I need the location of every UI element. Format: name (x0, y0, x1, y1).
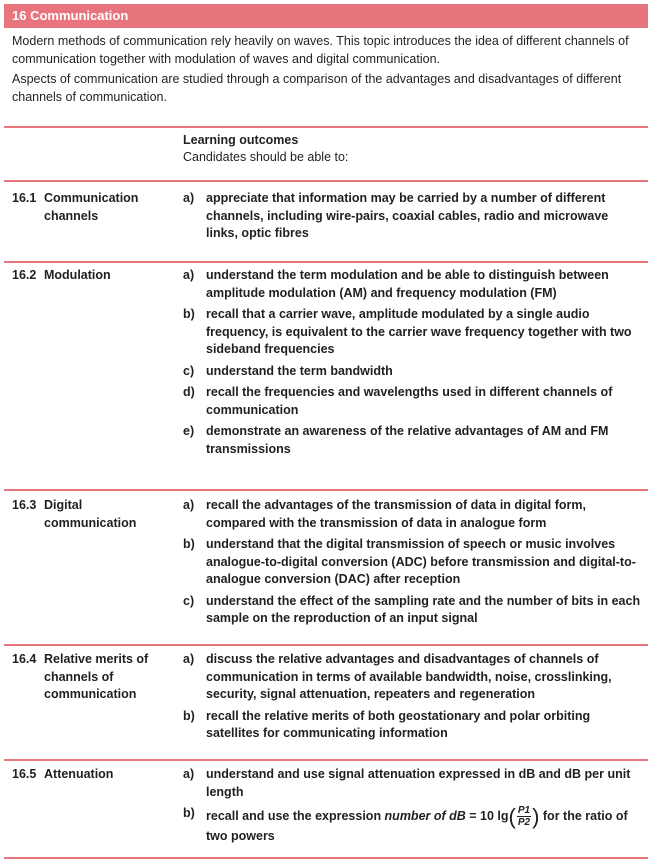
section-number: 16.1 (12, 191, 37, 205)
divider (4, 759, 648, 761)
item-letter: c) (183, 593, 195, 608)
item-text: understand that the digital transmission of speech or music involves analogue-to-digital conversion (ADC) before transmission and digital-to-analogue conversion (DAC) after reception (206, 537, 636, 586)
item-text: understand and use signal attenuation expressed in dB and dB per unit length (206, 767, 631, 799)
section-number: 16.5 (12, 767, 37, 781)
intro-paragraph-2: Aspects of communication are studied through a comparison of the advantages and disadvantages of different channels of communication. (12, 72, 622, 104)
power-ratio-fraction (517, 805, 531, 828)
divider (4, 261, 648, 263)
learning-outcomes-title: Learning outcomes (183, 133, 299, 147)
topic-header (4, 4, 648, 28)
section-number: 16.2 (12, 268, 37, 282)
list-item (183, 306, 643, 359)
intro-text (12, 33, 632, 106)
item-letter: a) (183, 767, 195, 781)
list-item (183, 497, 643, 532)
outcome-list (183, 497, 643, 632)
item-letter: a) (183, 498, 195, 512)
list-item (183, 593, 643, 628)
fraction-denominator: P2 (517, 817, 531, 828)
item-letter: a) (183, 191, 195, 205)
learning-outcomes-header (183, 132, 348, 166)
section-title: Communication channels (44, 191, 139, 223)
expression-italic: number of dB (384, 808, 466, 823)
item-text: appreciate that information may be carried by a number of different channels, including wire-pairs, coaxial cables, radio and microwave links, optic fibres (206, 191, 609, 240)
item-letter: e) (183, 424, 195, 438)
list-item (183, 190, 643, 243)
intro-paragraph-1: Modern methods of communication rely heavily on waves. This topic introduces the idea of different channels of communication together with modulation of waves and digital communication. (12, 34, 629, 66)
list-item (183, 363, 643, 381)
right-paren-icon: ) (532, 804, 540, 829)
outcome-list (183, 651, 643, 747)
list-item (183, 384, 643, 419)
item-text: recall that a carrier wave, amplitude modulated by a single audio frequency, is equivalent to the carrier wave frequency together with two sideband frequencies (206, 307, 632, 356)
section-number: 16.4 (12, 652, 37, 666)
section-title: Digital communication (44, 498, 137, 530)
item-text: recall the frequencies and wavelengths used in different channels of communication (206, 385, 613, 417)
outcome-list (183, 190, 643, 247)
outcome-list (183, 766, 643, 850)
item-text: recall the advantages of the transmission of data in digital form, compared with the transmission of data in analogue form (206, 498, 586, 530)
list-item (183, 536, 643, 589)
topic-title: 16 Communication (12, 8, 129, 23)
section-title: Attenuation (44, 767, 114, 781)
list-item (183, 805, 643, 846)
item-text: demonstrate an awareness of the relative advantages of AM and FM transmissions (206, 424, 609, 456)
item-text: recall the relative merits of both geostationary and polar orbiting satellites for communicating information (206, 708, 591, 740)
section-title: Modulation (44, 268, 111, 282)
item-letter: b) (183, 307, 195, 321)
item-letter: d) (183, 385, 195, 399)
item-text: understand the term modulation and be able to distinguish between amplitude modulation (AM) and frequency modulation (FM) (206, 268, 609, 300)
item-text-pre: recall and use the expression (206, 808, 385, 823)
list-item (183, 423, 643, 458)
item-letter: b) (183, 708, 195, 723)
section-title: Relative merits of channels of communication (44, 652, 149, 701)
left-paren-icon: ( (508, 804, 516, 829)
list-item (183, 766, 643, 801)
outcome-list (183, 267, 643, 462)
item-letter: a) (183, 652, 195, 666)
item-letter: b) (183, 537, 195, 551)
list-item (183, 651, 643, 704)
item-letter: a) (183, 268, 195, 282)
divider (4, 489, 648, 491)
list-item (183, 708, 643, 743)
item-text: understand the effect of the sampling rate and the number of bits in each sample on the reproduction of an input signal (206, 593, 641, 625)
divider (4, 857, 648, 859)
divider (4, 126, 648, 128)
item-letter: c) (183, 363, 195, 378)
item-text-post: for the ratio of two powers (206, 808, 628, 843)
fraction-numerator: P1 (517, 805, 531, 816)
item-text: understand the term bandwidth (206, 363, 393, 378)
list-item (183, 267, 643, 302)
divider (4, 180, 648, 182)
expression-equals: = 10 lg (465, 808, 509, 823)
item-letter: b) (183, 806, 195, 820)
learning-outcomes-subtitle: Candidates should be able to: (183, 150, 349, 164)
item-text: discuss the relative advantages and disadvantages of channels of communication in terms of available bandwidth, noise, crosslinking, security, signal attenuation, repeaters and regeneration (206, 652, 612, 701)
section-number: 16.3 (12, 498, 37, 512)
divider (4, 644, 648, 646)
